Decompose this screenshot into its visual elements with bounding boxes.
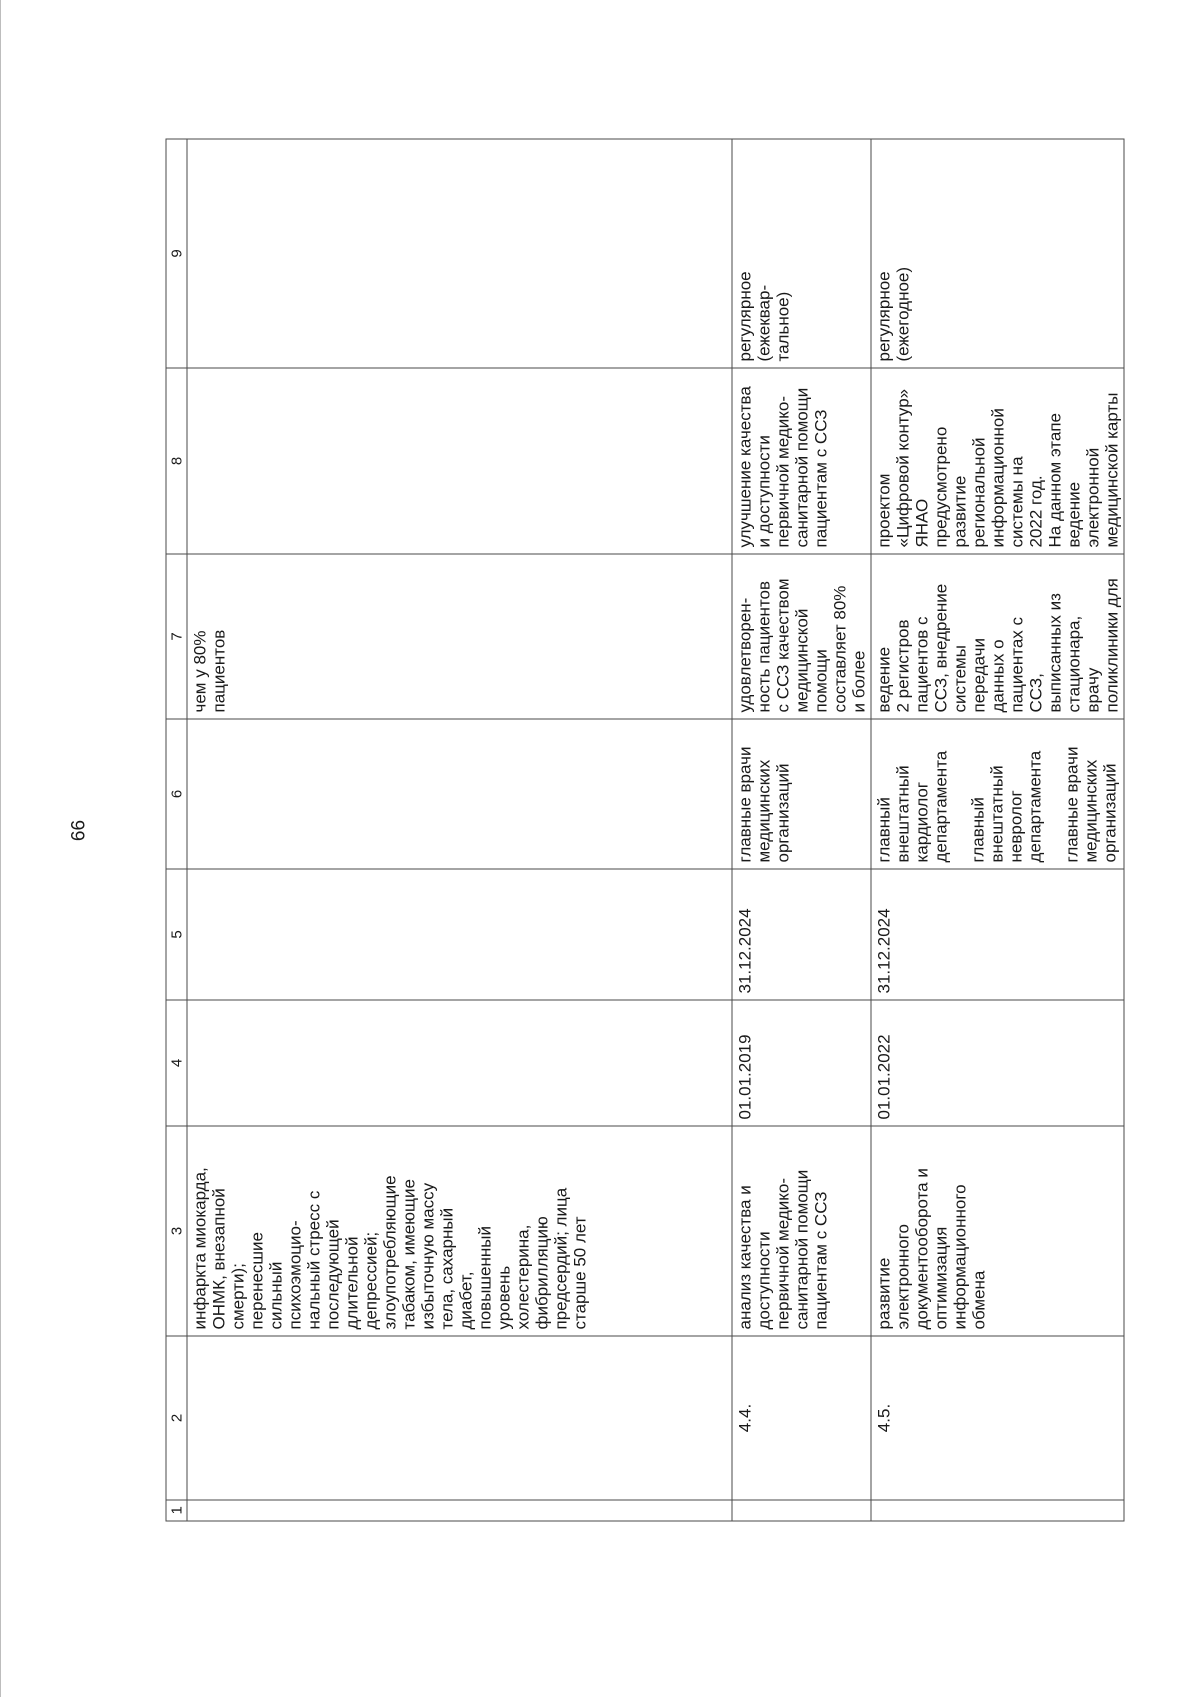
- column-number: 4: [166, 1000, 187, 1126]
- rotated-page: [59, 140, 1140, 1522]
- cell-col3: анализ качества и доступности первичной медико- санитарной помощи пациентам с ССЗ: [732, 1126, 871, 1336]
- responsible: главные врачи медицинских организаций: [732, 719, 871, 869]
- cell-col1: [732, 1500, 871, 1521]
- column-number: 3: [166, 1126, 187, 1336]
- column-number: 6: [166, 719, 187, 869]
- column-number: 9: [166, 139, 187, 368]
- table-row: [732, 139, 871, 1521]
- cell-col9: [187, 139, 732, 368]
- cell-col4: [187, 1000, 732, 1126]
- indicator: удовлетворен- ность пациентов с ССЗ качеством медицинской помощи составляет 80% и более: [732, 554, 871, 719]
- cell-col7: чем у 80% пациентов: [187, 554, 732, 719]
- table-row: [871, 139, 1124, 1521]
- table-row: [187, 139, 732, 1521]
- row-number: 4.4.: [732, 1336, 871, 1500]
- cell-col1: [187, 1500, 732, 1521]
- column-number: 8: [166, 368, 187, 554]
- page-number: 66: [68, 819, 90, 842]
- result: проектом «Цифровой контур» ЯНАО предусмотрено развитие региональной информационной системы на 2022 год. На данном этапе ведение электронной медицинской карты: [871, 368, 1124, 554]
- column-number: 2: [166, 1336, 187, 1500]
- measures-table: [166, 139, 1125, 1522]
- end-date: 31.12.2024: [732, 869, 871, 1000]
- frequency: регулярное (ежеквар- тальное): [732, 139, 871, 368]
- row-number: 4.5.: [871, 1336, 1124, 1500]
- result: улучшение качества и доступности первичной медико- санитарной помощи пациентам с ССЗ: [732, 368, 871, 554]
- column-number: 1: [166, 1500, 187, 1521]
- cell-col3: инфаркта миокарда, ОНМК, внезапной смерти); перенесшие сильный психоэмоцио- нальный стресс с последующей длительной депрессией; злоупотребляющие табаком, имеющие избыточную массу тела, сахарный диабет, повышенный уровень холестерина, фибрилляцию предсердий; лица старше 50 лет: [187, 1126, 732, 1336]
- cell-col8: [187, 368, 732, 554]
- responsible-neurologist: главный внештатный невролог департамента: [968, 750, 1045, 863]
- cell-col2: [187, 1336, 732, 1500]
- column-number-row: [166, 139, 187, 1521]
- responsible-cardiologist: главный внештатный кардиолог департамента: [874, 750, 951, 863]
- cell-col3: развитие электронного документооборота и оптимизация информационного обмена: [871, 1126, 1124, 1336]
- responsible: [871, 719, 1124, 869]
- start-date: 01.01.2022: [871, 1000, 1124, 1126]
- start-date: 01.01.2019: [732, 1000, 871, 1126]
- responsible-chief-doctors: главные врачи медицинских организаций: [1062, 746, 1120, 863]
- cell-col5: [187, 869, 732, 1000]
- frequency: регулярное (ежегодное): [871, 139, 1124, 368]
- column-number: 5: [166, 869, 187, 1000]
- cell-col6: [187, 719, 732, 869]
- column-number: 7: [166, 554, 187, 719]
- indicator: ведение 2 регистров пациентов с ССЗ, внедрение системы передачи данных о пациентах с ССЗ, выписанных из стационара, врачу поликлиники для: [871, 554, 1124, 719]
- end-date: 31.12.2024: [871, 869, 1124, 1000]
- cell-col1: [871, 1500, 1124, 1521]
